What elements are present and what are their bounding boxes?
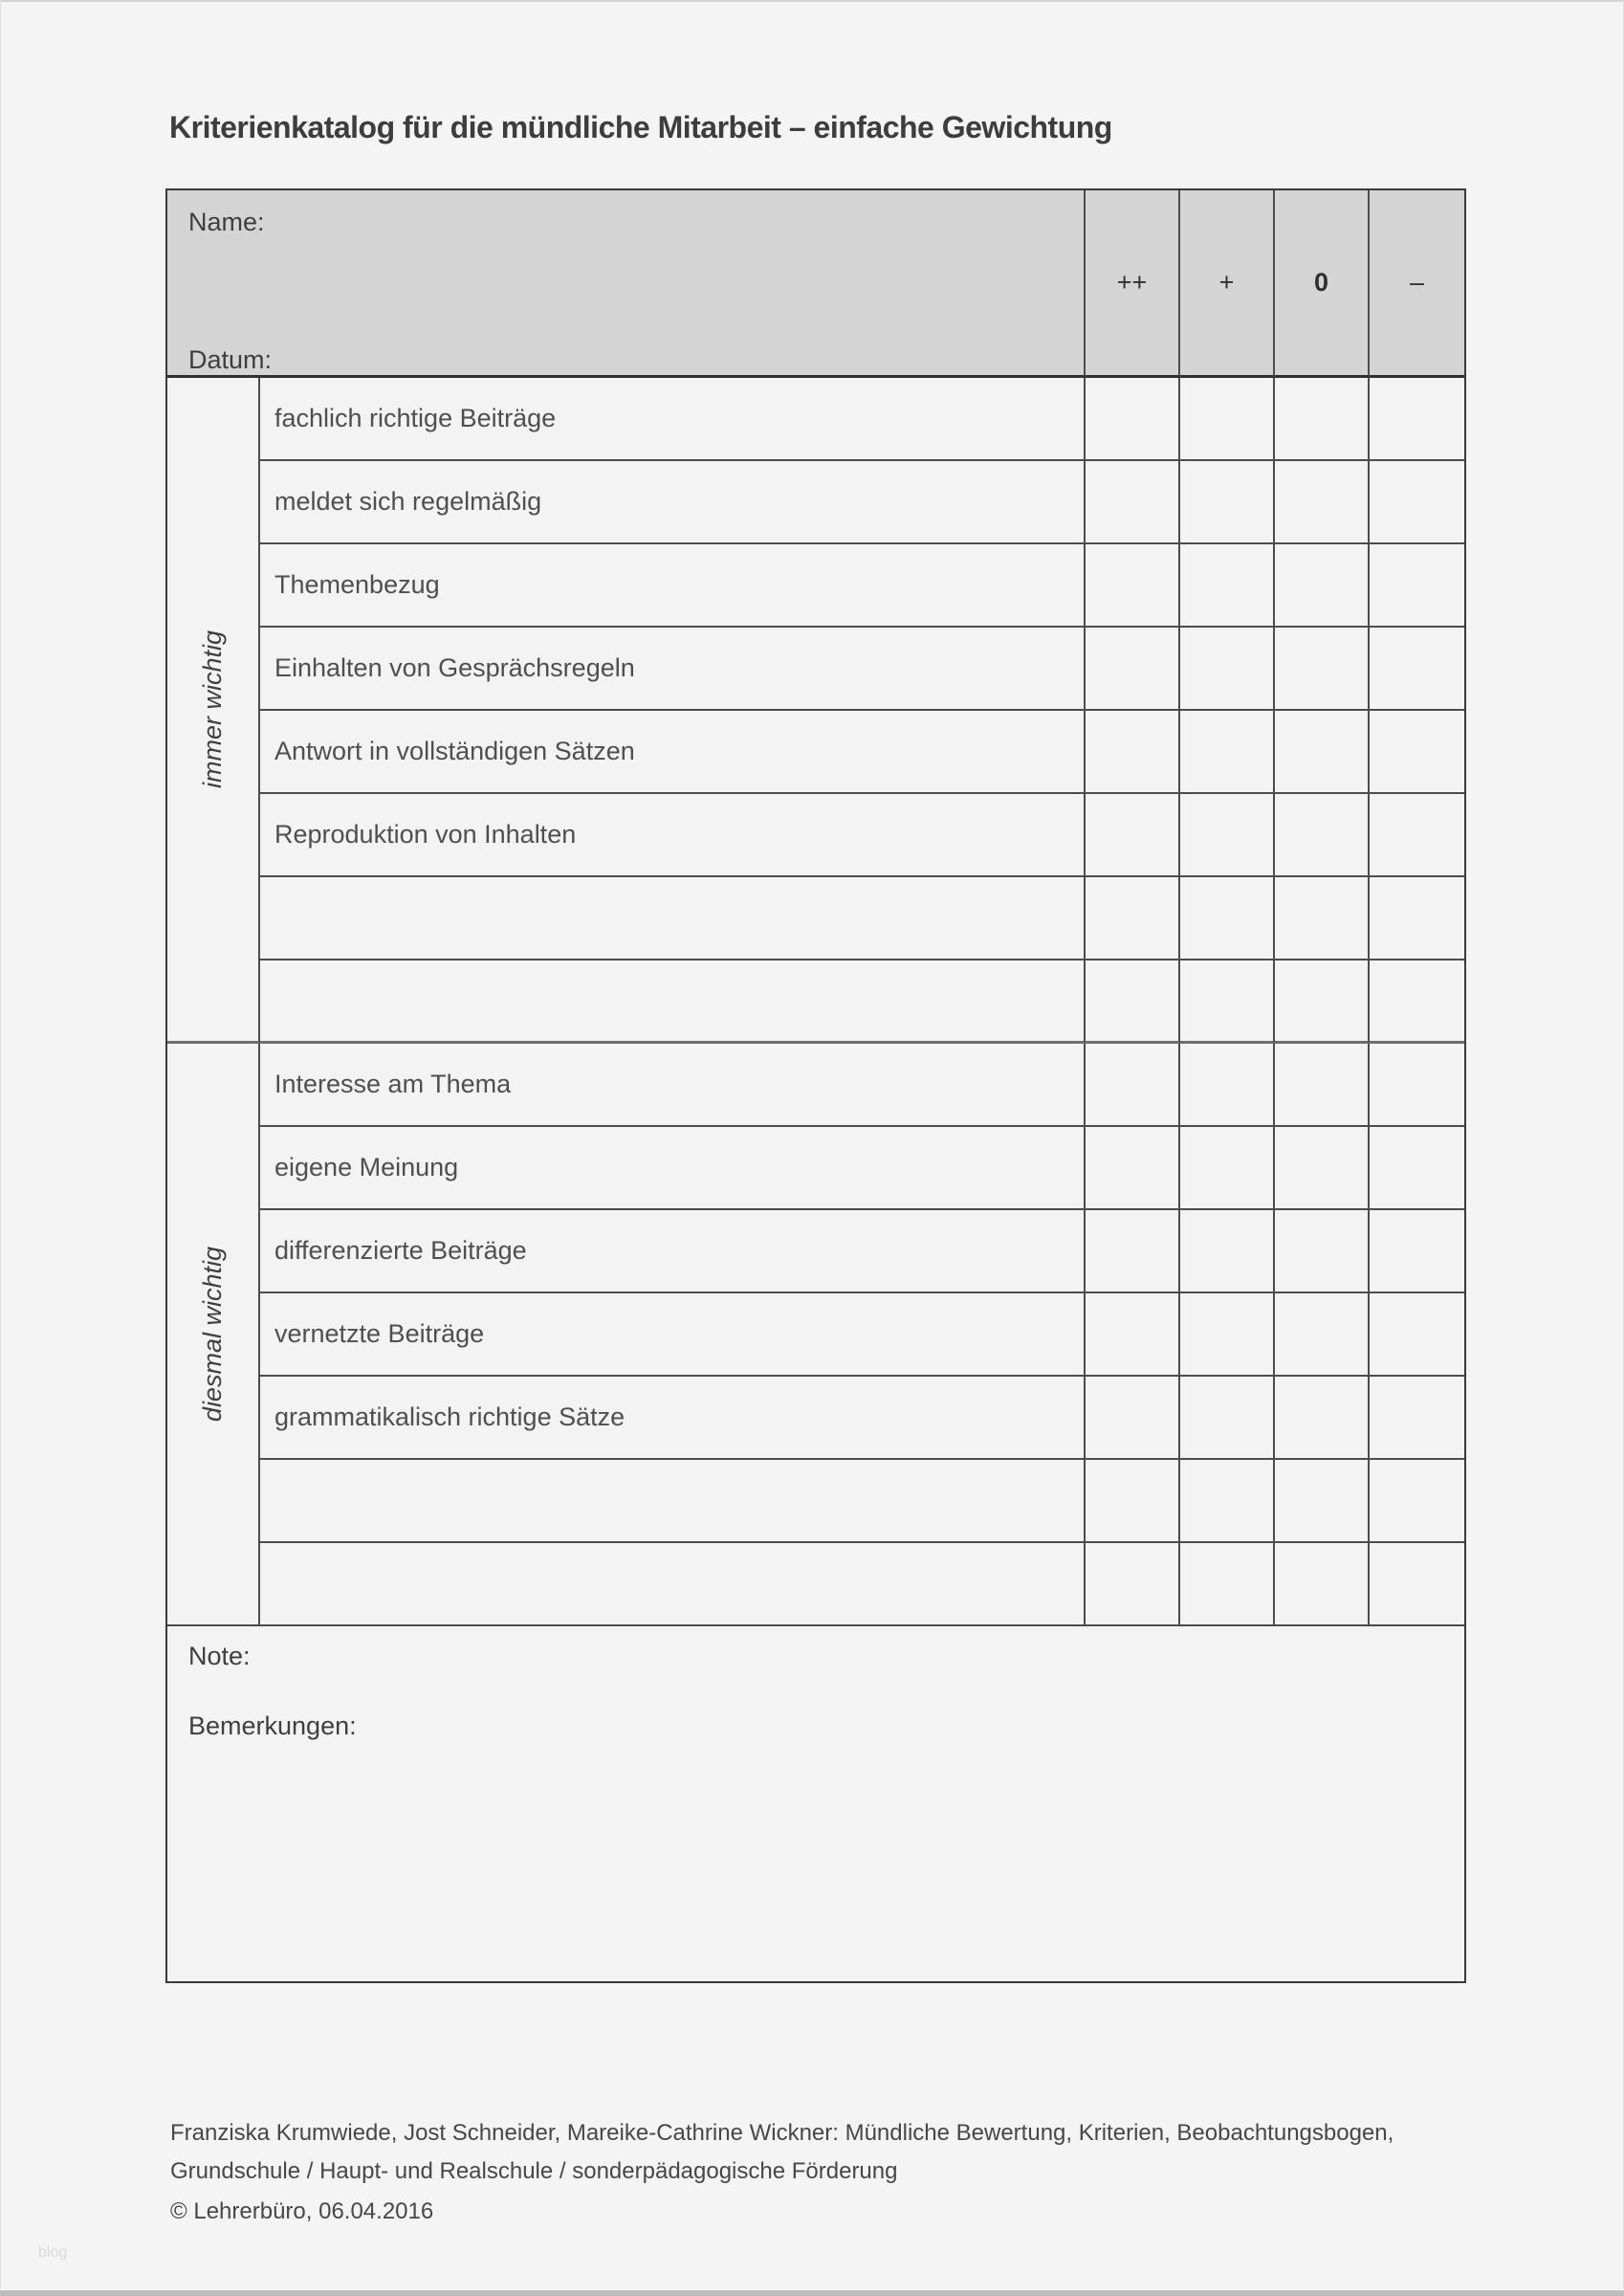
rating-cell bbox=[1370, 1210, 1464, 1293]
criteria-form-table bbox=[165, 188, 1466, 1983]
section-label-immer-wichtig bbox=[167, 378, 260, 1044]
rating-cell bbox=[1275, 1210, 1370, 1293]
remarks-label: Bemerkungen: bbox=[188, 1711, 357, 1740]
rating-cell bbox=[1370, 711, 1464, 794]
rating-cell bbox=[1086, 378, 1180, 461]
footer-schooltype-line: Grundschule / Haupt- und Realschule / sonderpädagogische Förderung bbox=[170, 2158, 898, 2184]
criterion-cell-empty bbox=[260, 960, 1086, 1044]
rating-cell bbox=[1086, 1044, 1180, 1127]
rating-cell bbox=[1370, 1044, 1464, 1127]
rating-cell bbox=[1370, 544, 1464, 628]
page-left-edge bbox=[0, 0, 1, 2296]
criterion-cell: differenzierte Beiträge bbox=[260, 1210, 1086, 1293]
rating-cell bbox=[1370, 1543, 1464, 1626]
rating-cell bbox=[1180, 1293, 1275, 1377]
rating-cell bbox=[1086, 1377, 1180, 1460]
rating-cell bbox=[1180, 628, 1275, 711]
watermark: blog bbox=[38, 2244, 68, 2261]
section-label-diesmal-wichtig bbox=[167, 1044, 260, 1626]
criterion-cell: Reproduktion von Inhalten bbox=[260, 794, 1086, 877]
rating-cell bbox=[1180, 1543, 1275, 1626]
rating-cell bbox=[1180, 1044, 1275, 1127]
rating-cell bbox=[1180, 378, 1275, 461]
rating-cell bbox=[1370, 378, 1464, 461]
page-title: Kriterienkatalog für die mündliche Mitarbeit – einfache Gewichtung bbox=[169, 110, 1112, 144]
rating-header-plus: + bbox=[1180, 190, 1275, 378]
rating-cell bbox=[1370, 628, 1464, 711]
rating-cell bbox=[1370, 794, 1464, 877]
rating-cell bbox=[1180, 794, 1275, 877]
rating-cell bbox=[1086, 628, 1180, 711]
rating-cell bbox=[1180, 544, 1275, 628]
criterion-cell: eigene Meinung bbox=[260, 1127, 1086, 1210]
rating-cell bbox=[1370, 1127, 1464, 1210]
criterion-cell: Antwort in vollständigen Sätzen bbox=[260, 711, 1086, 794]
rating-cell bbox=[1275, 1293, 1370, 1377]
rating-cell bbox=[1180, 960, 1275, 1044]
criterion-cell: Themenbezug bbox=[260, 544, 1086, 628]
page-top-edge bbox=[0, 0, 1624, 2]
rating-cell bbox=[1370, 1460, 1464, 1543]
rating-cell bbox=[1370, 1377, 1464, 1460]
rating-cell bbox=[1180, 1460, 1275, 1543]
rating-cell bbox=[1086, 1293, 1180, 1377]
criterion-cell: grammatikalisch richtige Sätze bbox=[260, 1377, 1086, 1460]
rating-header-plus-plus: ++ bbox=[1086, 190, 1180, 378]
rating-cell bbox=[1370, 461, 1464, 544]
rating-cell bbox=[1086, 461, 1180, 544]
section-label-text: immer wichtig bbox=[198, 629, 227, 789]
rating-cell bbox=[1370, 877, 1464, 960]
rating-cell bbox=[1180, 877, 1275, 960]
rating-cell bbox=[1275, 794, 1370, 877]
rating-cell bbox=[1180, 1377, 1275, 1460]
name-datum-header-cell bbox=[167, 190, 1086, 378]
page-bottom-edge bbox=[0, 2289, 1624, 2296]
rating-cell bbox=[1275, 1543, 1370, 1626]
criterion-cell: fachlich richtige Beiträge bbox=[260, 378, 1086, 461]
rating-cell bbox=[1086, 1460, 1180, 1543]
rating-cell bbox=[1370, 960, 1464, 1044]
footer-authors-line: Franziska Krumwiede, Jost Schneider, Mareike-Cathrine Wickner: Mündliche Bewertung, Kriterien, Beobachtungsbogen, bbox=[170, 2120, 1394, 2146]
rating-cell bbox=[1180, 1210, 1275, 1293]
rating-cell bbox=[1180, 1127, 1275, 1210]
rating-header-minus: – bbox=[1370, 190, 1464, 378]
rating-cell bbox=[1086, 877, 1180, 960]
criterion-cell: Interesse am Thema bbox=[260, 1044, 1086, 1127]
rating-cell bbox=[1275, 461, 1370, 544]
criterion-cell-empty bbox=[260, 877, 1086, 960]
section-label-text: diesmal wichtig bbox=[198, 1246, 227, 1423]
criterion-cell: Einhalten von Gesprächsregeln bbox=[260, 628, 1086, 711]
criterion-cell: meldet sich regelmäßig bbox=[260, 461, 1086, 544]
rating-cell bbox=[1275, 1127, 1370, 1210]
rating-cell bbox=[1180, 461, 1275, 544]
rating-cell bbox=[1275, 960, 1370, 1044]
criterion-cell-empty bbox=[260, 1460, 1086, 1543]
note-remarks-cell bbox=[167, 1626, 1464, 1981]
footer-copyright: © Lehrerbüro, 06.04.2016 bbox=[170, 2198, 434, 2224]
rating-cell bbox=[1086, 1210, 1180, 1293]
rating-cell bbox=[1086, 711, 1180, 794]
rating-cell bbox=[1086, 960, 1180, 1044]
footer bbox=[170, 2114, 1394, 2231]
rating-cell bbox=[1086, 1543, 1180, 1626]
rating-header-zero: 0 bbox=[1275, 190, 1370, 378]
rating-cell bbox=[1275, 628, 1370, 711]
name-label: Name: bbox=[188, 208, 265, 236]
datum-label: Datum: bbox=[188, 345, 273, 374]
criterion-cell: vernetzte Beiträge bbox=[260, 1293, 1086, 1377]
rating-cell bbox=[1275, 1460, 1370, 1543]
rating-cell bbox=[1275, 1377, 1370, 1460]
rating-cell bbox=[1086, 794, 1180, 877]
rating-cell bbox=[1275, 1044, 1370, 1127]
criterion-cell-empty bbox=[260, 1543, 1086, 1626]
rating-cell bbox=[1180, 711, 1275, 794]
note-label: Note: bbox=[188, 1642, 251, 1670]
rating-cell bbox=[1086, 544, 1180, 628]
rating-cell bbox=[1275, 877, 1370, 960]
rating-cell bbox=[1370, 1293, 1464, 1377]
rating-cell bbox=[1275, 378, 1370, 461]
rating-cell bbox=[1275, 711, 1370, 794]
rating-cell bbox=[1275, 544, 1370, 628]
rating-cell bbox=[1086, 1127, 1180, 1210]
